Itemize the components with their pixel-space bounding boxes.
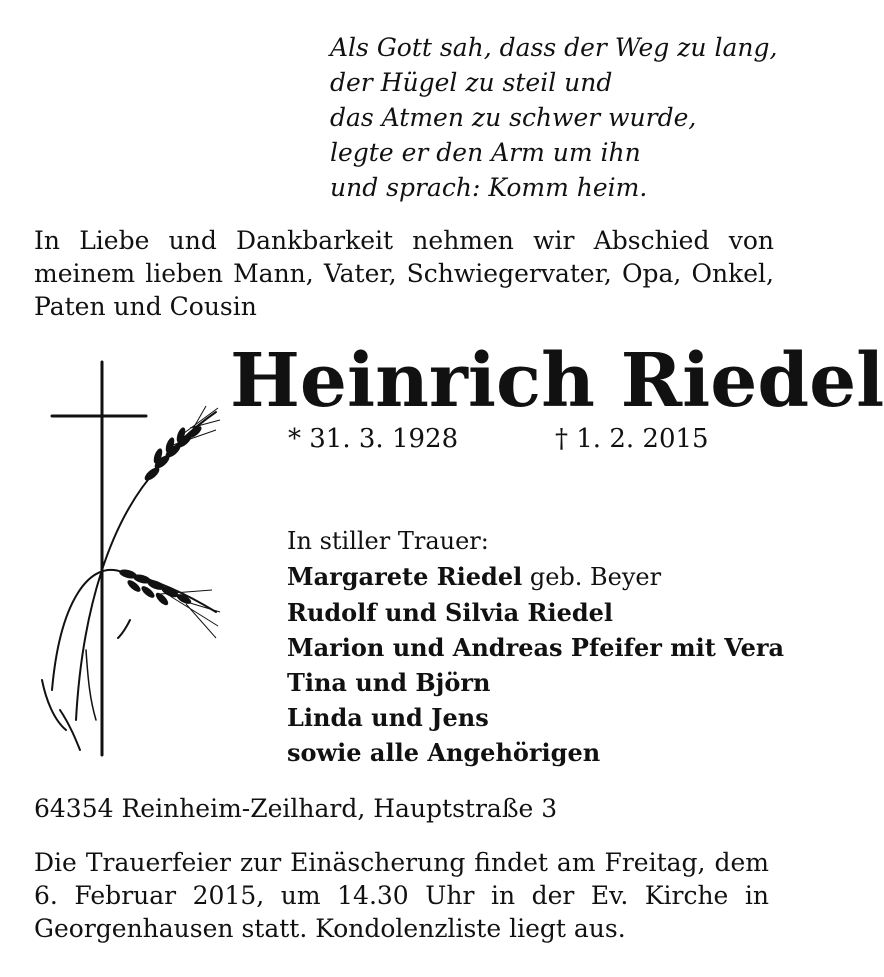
mourners-list — [287, 524, 787, 770]
mourner-entry — [287, 559, 787, 595]
poem-line: legte er den Arm um ihn — [330, 138, 641, 167]
funeral-notice — [34, 846, 769, 945]
deceased-name: Heinrich Riedel — [230, 338, 884, 424]
mourner-entry: sowie alle Angehörigen — [287, 738, 601, 767]
mourner-entry: Marion und Andreas Pfeifer mit Vera — [287, 633, 785, 662]
death-date: † 1. 2. 2015 — [555, 424, 709, 454]
address: 64354 Reinheim-Zeilhard, Hauptstraße 3 — [34, 794, 558, 823]
farewell-intro — [34, 224, 774, 323]
notice-line: Georgenhausen statt. Kondolenzliste liegt aus. — [34, 914, 626, 943]
maiden-name: geb. Beyer — [522, 563, 662, 591]
intro-line: In Liebe und Dankbarkeit nehmen wir Abschied von — [34, 226, 774, 255]
notice-line: Die Trauerfeier zur Einäscherung findet am Freitag, dem — [34, 848, 769, 877]
cross-with-wheat-icon — [30, 350, 230, 760]
mourner-entry: Tina und Björn — [287, 668, 491, 697]
poem-line: Als Gott sah, dass der Weg zu lang, — [330, 33, 778, 62]
poem-line: das Atmen zu schwer wurde, — [330, 103, 697, 132]
mourner-name: Margarete Riedel — [287, 562, 523, 591]
mourner-entry: Linda und Jens — [287, 703, 489, 732]
intro-line: meinem lieben Mann, Vater, Schwiegervater, Opa, Onkel, — [34, 259, 774, 288]
intro-line: Paten und Cousin — [34, 292, 257, 321]
birth-date: * 31. 3. 1928 — [288, 424, 459, 454]
mourners-heading: In stiller Trauer: — [287, 527, 489, 555]
mourner-entry: Rudolf und Silvia Riedel — [287, 598, 614, 627]
poem — [330, 30, 790, 205]
notice-line: 6. Februar 2015, um 14.30 Uhr in der Ev. Kirche in — [34, 881, 769, 910]
poem-line: der Hügel zu steil und — [330, 68, 613, 97]
poem-line: und sprach: Komm heim. — [330, 173, 648, 202]
